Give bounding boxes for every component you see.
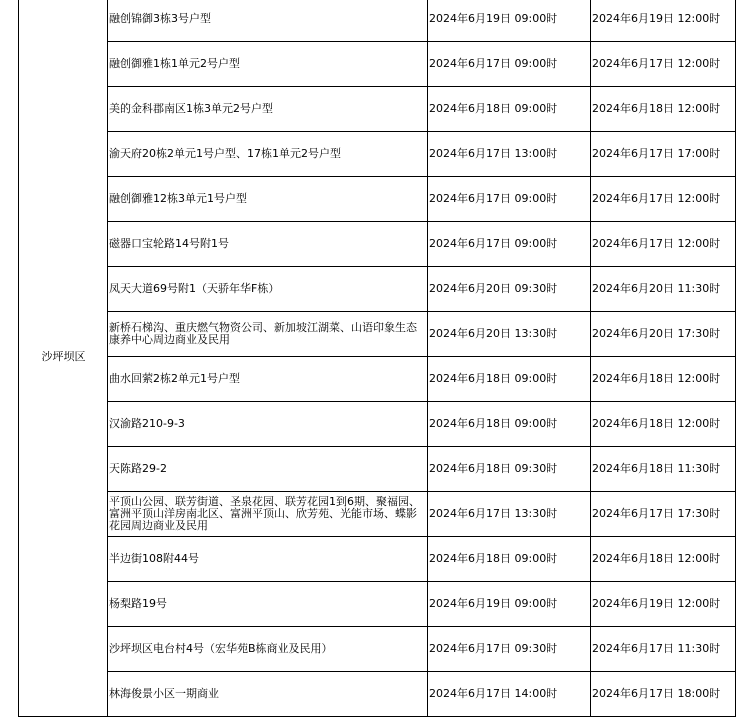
- start-time-cell: 2024年6月17日 14:00时: [428, 672, 591, 717]
- start-time-cell: 2024年6月18日 09:00时: [428, 87, 591, 132]
- table-row: [19, 267, 736, 312]
- table-row: [19, 537, 736, 582]
- area-cell: 美的金科郡南区1栋3单元2号户型: [108, 87, 428, 132]
- outage-schedule-table: [18, 0, 736, 717]
- start-time-cell: 2024年6月18日 09:30时: [428, 447, 591, 492]
- area-cell: 杨梨路19号: [108, 582, 428, 627]
- table-row: [19, 132, 736, 177]
- table-row: [19, 492, 736, 537]
- area-cell: 平顶山公园、联芳街道、圣泉花园、联芳花园1到6期、聚福园、富洲平顶山洋房南北区、富洲平顶山、欣芳苑、光能市场、蝶影花园周边商业及民用: [108, 492, 428, 537]
- end-time-cell: 2024年6月20日 17:30时: [591, 312, 736, 357]
- area-cell: 曲水回萦2栋2单元1号户型: [108, 357, 428, 402]
- table-row: [19, 447, 736, 492]
- start-time-cell: 2024年6月17日 09:00时: [428, 222, 591, 267]
- area-cell: 新桥石梯沟、重庆燃气物资公司、新加坡江湖菜、山语印象生态康养中心周边商业及民用: [108, 312, 428, 357]
- end-time-cell: 2024年6月18日 12:00时: [591, 537, 736, 582]
- end-time-cell: 2024年6月17日 18:00时: [591, 672, 736, 717]
- end-time-cell: 2024年6月17日 11:30时: [591, 627, 736, 672]
- start-time-cell: 2024年6月17日 09:00时: [428, 42, 591, 87]
- end-time-cell: 2024年6月17日 17:30时: [591, 492, 736, 537]
- end-time-cell: 2024年6月17日 12:00时: [591, 177, 736, 222]
- area-cell: 天陈路29-2: [108, 447, 428, 492]
- area-cell: 磁器口宝轮路14号附1号: [108, 222, 428, 267]
- start-time-cell: 2024年6月17日 09:00时: [428, 177, 591, 222]
- end-time-cell: 2024年6月17日 12:00时: [591, 222, 736, 267]
- start-time-cell: 2024年6月19日 09:00时: [428, 0, 591, 42]
- table-row: [19, 312, 736, 357]
- end-time-cell: 2024年6月18日 11:30时: [591, 447, 736, 492]
- area-cell: 融创御雅12栋3单元1号户型: [108, 177, 428, 222]
- end-time-cell: 2024年6月19日 12:00时: [591, 582, 736, 627]
- table-row: [19, 627, 736, 672]
- area-cell: 渝天府20栋2单元1号户型、17栋1单元2号户型: [108, 132, 428, 177]
- area-cell: 半边街108附44号: [108, 537, 428, 582]
- table-body: [19, 0, 736, 717]
- end-time-cell: 2024年6月18日 12:00时: [591, 357, 736, 402]
- start-time-cell: 2024年6月17日 09:30时: [428, 627, 591, 672]
- table-row: [19, 0, 736, 42]
- start-time-cell: 2024年6月18日 09:00时: [428, 402, 591, 447]
- start-time-cell: 2024年6月18日 09:00时: [428, 357, 591, 402]
- table-row: [19, 402, 736, 447]
- table-row: [19, 582, 736, 627]
- district-cell: 沙坪坝区: [19, 0, 108, 717]
- start-time-cell: 2024年6月17日 13:00时: [428, 132, 591, 177]
- end-time-cell: 2024年6月20日 11:30时: [591, 267, 736, 312]
- start-time-cell: 2024年6月19日 09:00时: [428, 582, 591, 627]
- end-time-cell: 2024年6月18日 12:00时: [591, 87, 736, 132]
- area-cell: 融创御雅1栋1单元2号户型: [108, 42, 428, 87]
- start-time-cell: 2024年6月17日 13:30时: [428, 492, 591, 537]
- table-row: [19, 177, 736, 222]
- area-cell: 凤天大道69号附1（天骄年华F栋）: [108, 267, 428, 312]
- end-time-cell: 2024年6月18日 12:00时: [591, 402, 736, 447]
- table-row: [19, 672, 736, 717]
- area-cell: 融创锦御3栋3号户型: [108, 0, 428, 42]
- end-time-cell: 2024年6月19日 12:00时: [591, 0, 736, 42]
- start-time-cell: 2024年6月20日 13:30时: [428, 312, 591, 357]
- area-cell: 汉渝路210-9-3: [108, 402, 428, 447]
- end-time-cell: 2024年6月17日 12:00时: [591, 42, 736, 87]
- table-row: [19, 42, 736, 87]
- start-time-cell: 2024年6月18日 09:00时: [428, 537, 591, 582]
- table-row: [19, 357, 736, 402]
- end-time-cell: 2024年6月17日 17:00时: [591, 132, 736, 177]
- table-row: [19, 87, 736, 132]
- table-row: [19, 222, 736, 267]
- area-cell: 林海俊景小区一期商业: [108, 672, 428, 717]
- area-cell: 沙坪坝区电台村4号（宏华苑B栋商业及民用）: [108, 627, 428, 672]
- start-time-cell: 2024年6月20日 09:30时: [428, 267, 591, 312]
